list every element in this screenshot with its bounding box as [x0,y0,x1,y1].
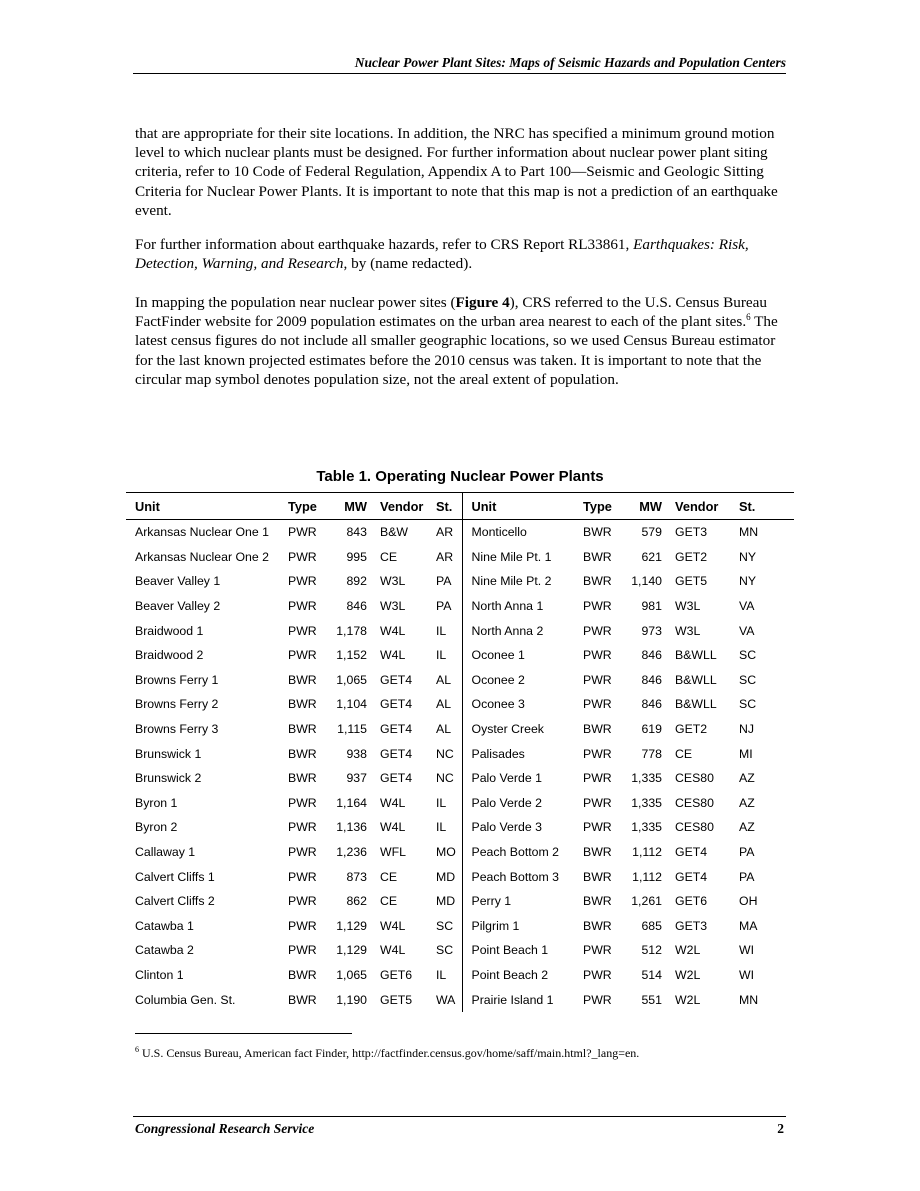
cell-type: BWR [583,845,612,860]
cell-vendor: W2L [675,943,701,958]
footer-publisher: Congressional Research Service [135,1121,315,1136]
cell-type: PWR [583,697,612,712]
table-row [126,987,794,1012]
cell-type: BWR [583,722,612,737]
footnote-text: U.S. Census Bureau, American fact Finder, http://factfinder.census.gov/home/saff/main.html?_lang=en. [139,1046,640,1060]
cell-mw: 621 [641,549,662,564]
column-header-unit: Unit [126,493,279,520]
column-header-unit: Unit [462,493,574,520]
cell-vendor: GET4 [380,746,413,761]
cell-unit: Arkansas Nuclear One 2 [135,549,269,564]
cell-mw: 1,178 [336,623,367,638]
cell-type: BWR [288,967,317,982]
cell-state: IL [427,643,462,668]
cell-unit: Palisades [471,746,525,761]
table-row [126,569,794,594]
cell-state: NC [427,766,462,791]
cell-state: AL [427,692,462,717]
cell-mw: 938 [346,746,367,761]
cell-type: PWR [288,943,317,958]
column-header-state: St. [730,493,794,520]
cell-mw: 1,065 [336,967,367,982]
cell-vendor: B&WLL [675,697,717,712]
table-row [126,692,794,717]
cell-state: MN [739,992,759,1007]
paragraph-population-mapping [135,293,790,389]
cell-state: MD [427,864,462,889]
column-header-vendor: Vendor [666,493,730,520]
cell-unit: Calvert Cliffs 2 [135,894,215,909]
cell-vendor: GET4 [380,722,413,737]
cell-unit: Palo Verde 2 [471,795,542,810]
cell-type: PWR [288,845,317,860]
cell-mw: 862 [346,894,367,909]
cell-type: BWR [288,992,317,1007]
cell-state: MO [427,840,462,865]
plants-table [126,492,794,1012]
cell-state: MN [739,525,759,540]
table-row [126,643,794,668]
table-header [126,493,794,520]
cell-vendor: W3L [675,623,701,638]
cell-unit: Prairie Island 1 [471,992,554,1007]
cell-type: BWR [288,672,317,687]
table-body [126,520,794,1012]
text-segment: ), CRS referred to the U.S. Census Bureau FactFinder website for 2009 population estimates on the urban area nearest to each of the plant sites. [135,294,767,331]
cell-unit: Browns Ferry 2 [135,697,219,712]
cell-vendor: W4L [380,795,406,810]
cell-vendor: GET4 [380,771,413,786]
cell-type: BWR [288,697,317,712]
column-header-state: St. [427,493,462,520]
cell-state: PA [427,594,462,619]
cell-type: PWR [288,623,317,638]
cell-state: WI [739,967,755,982]
cell-unit: Braidwood 2 [135,648,204,663]
cell-type: PWR [288,869,317,884]
column-header-vendor: Vendor [371,493,427,520]
cell-state: MA [739,918,758,933]
cell-state: MD [427,889,462,914]
cell-type: PWR [288,549,317,564]
cell-mw: 981 [641,599,662,614]
cell-mw: 1,152 [336,648,367,663]
cell-mw: 846 [641,672,662,687]
cell-vendor: GET5 [380,992,413,1007]
cell-mw: 512 [641,943,662,958]
cell-unit: Point Beach 2 [471,967,549,982]
cell-unit: Palo Verde 3 [471,820,542,835]
cell-unit: Byron 2 [135,820,178,835]
cell-mw: 1,129 [336,943,367,958]
cell-state: NY [739,549,757,564]
cell-unit: Perry 1 [471,894,512,909]
cell-state: PA [739,869,755,884]
cell-mw: 1,129 [336,918,367,933]
cell-unit: Monticello [471,525,527,540]
cell-state: AZ [739,795,755,810]
cell-mw: 873 [346,869,367,884]
cell-state: IL [427,815,462,840]
cell-mw: 619 [641,722,662,737]
paragraph-siting-criteria [135,124,790,220]
cell-state: AR [427,545,462,570]
cell-vendor: GET4 [675,845,708,860]
cell-type: PWR [583,599,612,614]
cell-state: IL [427,963,462,988]
column-header-mw: MW [617,493,666,520]
cell-vendor: GET2 [675,722,708,737]
cell-state: PA [427,569,462,594]
cell-state: WA [427,987,462,1012]
cell-mw: 1,190 [336,992,367,1007]
footer-rule [133,1116,786,1117]
cell-state: IL [427,791,462,816]
cell-type: BWR [288,722,317,737]
cell-type: PWR [583,943,612,958]
cell-vendor: CES80 [675,771,714,786]
cell-vendor: B&WLL [675,672,717,687]
column-header-mw: MW [323,493,371,520]
cell-mw: 778 [641,746,662,761]
cell-unit: Brunswick 1 [135,746,202,761]
cell-mw: 1,104 [336,697,367,712]
footnote [135,1043,795,1060]
figure-reference[interactable]: Figure 4 [455,294,510,311]
cell-state: AZ [739,771,755,786]
cell-state: WI [739,943,755,958]
cell-type: PWR [583,623,612,638]
cell-unit: Braidwood 1 [135,623,204,638]
paragraph-text: that are appropriate for their site locations. In addition, the NRC has specified a minimum ground motion level to which nuclear plants must be designed. For further information about nuclear power plant siting criteria, refer to 10 Code of Federal Regulation, Appendix A to Part 100—Seismic and Geologic Sitting Criteria for Nuclear Power Plants. It is important to note that this map is not a prediction of an earthquake event. [135,125,778,219]
cell-vendor: CE [380,869,398,884]
cell-state: SC [427,938,462,963]
cell-type: PWR [288,599,317,614]
cell-vendor: CE [675,746,693,761]
cell-type: PWR [288,918,317,933]
cell-mw: 514 [641,967,662,982]
table-row [126,889,794,914]
cell-vendor: GET4 [675,869,708,884]
cell-type: PWR [583,992,612,1007]
cell-type: PWR [583,746,612,761]
cell-unit: North Anna 2 [471,623,544,638]
cell-unit: Oconee 1 [471,648,525,663]
cell-vendor: GET6 [675,894,708,909]
table-row [126,594,794,619]
cell-type: BWR [583,574,612,589]
cell-unit: Calvert Cliffs 1 [135,869,215,884]
table-row [126,766,794,791]
cell-unit: Catawba 2 [135,943,194,958]
cell-mw: 1,136 [336,820,367,835]
cell-unit: Peach Bottom 2 [471,845,559,860]
cell-state: AL [427,668,462,693]
cell-state: SC [427,914,462,939]
cell-type: PWR [288,525,317,540]
text-segment: In mapping the population near nuclear power sites ( [135,294,456,311]
header-row [126,493,794,520]
table-row [126,938,794,963]
cell-vendor: W2L [675,967,701,982]
cell-vendor: CES80 [675,795,714,810]
cell-unit: Byron 1 [135,795,178,810]
table-row [126,963,794,988]
cell-state: NJ [739,722,755,737]
cell-vendor: W4L [380,918,406,933]
cell-state: NY [739,574,757,589]
footnote-number: 6 [135,1045,139,1054]
cell-unit: Browns Ferry 3 [135,722,219,737]
cell-vendor: WFL [380,845,406,860]
text-segment: The latest census figures do not include all smaller geographic locations, so we used Census Bureau estimator for the last known projected estimates before the 2010 census was taken. It is important to note that the circular map symbol denotes population size, not the areal extent of population. [135,313,778,388]
cell-mw: 843 [346,525,367,540]
cell-type: PWR [583,795,612,810]
cell-mw: 973 [641,623,662,638]
cell-type: BWR [583,918,612,933]
cell-mw: 551 [641,992,662,1007]
table-title: Table 1. Operating Nuclear Power Plants [316,468,604,485]
cell-vendor: GET3 [675,918,708,933]
cell-mw: 846 [641,697,662,712]
paragraph-earthquake-hazards [135,235,790,273]
column-header-type: Type [279,493,323,520]
cell-unit: Nine Mile Pt. 2 [471,574,552,589]
cell-vendor: CE [380,549,398,564]
cell-unit: Oconee 2 [471,672,525,687]
cell-mw: 892 [346,574,367,589]
table-row [126,545,794,570]
cell-state: PA [739,845,755,860]
cell-vendor: W4L [380,943,406,958]
cell-unit: Peach Bottom 3 [471,869,559,884]
cell-mw: 579 [641,525,662,540]
cell-vendor: W4L [380,623,406,638]
cell-vendor: CE [380,894,398,909]
cell-mw: 1,065 [336,672,367,687]
cell-type: PWR [288,820,317,835]
cell-unit: Catawba 1 [135,918,194,933]
cell-state: SC [739,672,757,687]
table-row [126,618,794,643]
cell-state: AL [427,717,462,742]
cell-state: NC [427,741,462,766]
cell-mw: 995 [346,549,367,564]
cell-state: SC [739,697,757,712]
cell-type: BWR [583,869,612,884]
page-number: 2 [777,1121,784,1136]
cell-mw: 1,112 [632,869,662,884]
footnote-marker[interactable]: 6 [746,312,751,323]
report-title: Earthquakes: Risk, Detection, Warning, and Research [135,236,749,273]
cell-type: BWR [288,746,317,761]
running-header: Nuclear Power Plant Sites: Maps of Seismic Hazards and Population Centers [354,55,786,70]
text-segment: For further information about earthquake hazards, refer to CRS Report RL33861, [135,236,634,253]
cell-unit: Browns Ferry 1 [135,672,219,687]
cell-vendor: GET6 [380,967,413,982]
cell-unit: Columbia Gen. St. [135,992,236,1007]
cell-mw: 1,335 [631,820,662,835]
cell-type: PWR [583,820,612,835]
cell-vendor: W4L [380,820,406,835]
cell-vendor: GET2 [675,549,708,564]
cell-unit: Callaway 1 [135,845,196,860]
table-row [126,791,794,816]
cell-unit: Beaver Valley 2 [135,599,221,614]
cell-mw: 1,112 [632,845,662,860]
cell-type: PWR [583,672,612,687]
cell-mw: 1,140 [631,574,662,589]
footnote-rule [135,1033,352,1034]
cell-unit: Point Beach 1 [471,943,549,958]
table-row [126,741,794,766]
cell-type: PWR [288,795,317,810]
cell-unit: Brunswick 2 [135,771,202,786]
cell-type: PWR [288,648,317,663]
table-row [126,520,794,545]
cell-unit: North Anna 1 [471,599,544,614]
cell-unit: Nine Mile Pt. 1 [471,549,552,564]
cell-state: SC [739,648,757,663]
cell-vendor: W2L [675,992,701,1007]
table-row [126,864,794,889]
text-segment: , by (name redacted). [343,255,473,273]
table-row [126,717,794,742]
paragraph-text [135,293,790,389]
cell-mw: 685 [641,918,662,933]
cell-type: PWR [288,894,317,909]
column-header-type: Type [574,493,617,520]
cell-vendor: GET4 [380,672,413,687]
cell-type: PWR [583,648,612,663]
paragraph-text [135,235,790,273]
cell-unit: Beaver Valley 1 [135,574,221,589]
table-row [126,840,794,865]
cell-vendor: CES80 [675,820,714,835]
cell-state: AZ [739,820,755,835]
cell-type: BWR [583,894,612,909]
cell-unit: Oconee 3 [471,697,525,712]
cell-unit: Arkansas Nuclear One 1 [135,525,269,540]
cell-unit: Pilgrim 1 [471,918,520,933]
cell-type: PWR [583,967,612,982]
cell-unit: Palo Verde 1 [471,771,542,786]
cell-type: PWR [288,574,317,589]
cell-type: BWR [583,525,612,540]
cell-mw: 937 [346,771,367,786]
header-rule [133,73,786,74]
cell-unit: Oyster Creek [471,722,544,737]
cell-vendor: B&W [380,525,409,540]
cell-mw: 846 [346,599,367,614]
cell-type: BWR [583,549,612,564]
cell-mw: 1,236 [336,845,367,860]
table-row [126,815,794,840]
cell-vendor: GET4 [380,697,413,712]
cell-state: OH [739,894,758,909]
cell-state: IL [427,618,462,643]
cell-mw: 846 [641,648,662,663]
cell-state: MI [739,746,753,761]
cell-mw: 1,164 [336,795,367,810]
cell-vendor: GET3 [675,525,708,540]
cell-unit: Clinton 1 [135,967,184,982]
cell-state: AR [427,520,462,545]
table-row [126,668,794,693]
cell-mw: 1,115 [337,722,367,737]
cell-mw: 1,335 [631,795,662,810]
cell-vendor: B&WLL [675,648,717,663]
cell-mw: 1,335 [631,771,662,786]
table-row [126,914,794,939]
cell-type: BWR [288,771,317,786]
cell-vendor: W3L [380,599,406,614]
cell-mw: 1,261 [631,894,662,909]
cell-vendor: W3L [380,574,406,589]
cell-state: VA [739,623,755,638]
cell-vendor: W4L [380,648,406,663]
cell-state: VA [739,599,755,614]
cell-type: PWR [583,771,612,786]
cell-vendor: GET5 [675,574,708,589]
cell-vendor: W3L [675,599,701,614]
